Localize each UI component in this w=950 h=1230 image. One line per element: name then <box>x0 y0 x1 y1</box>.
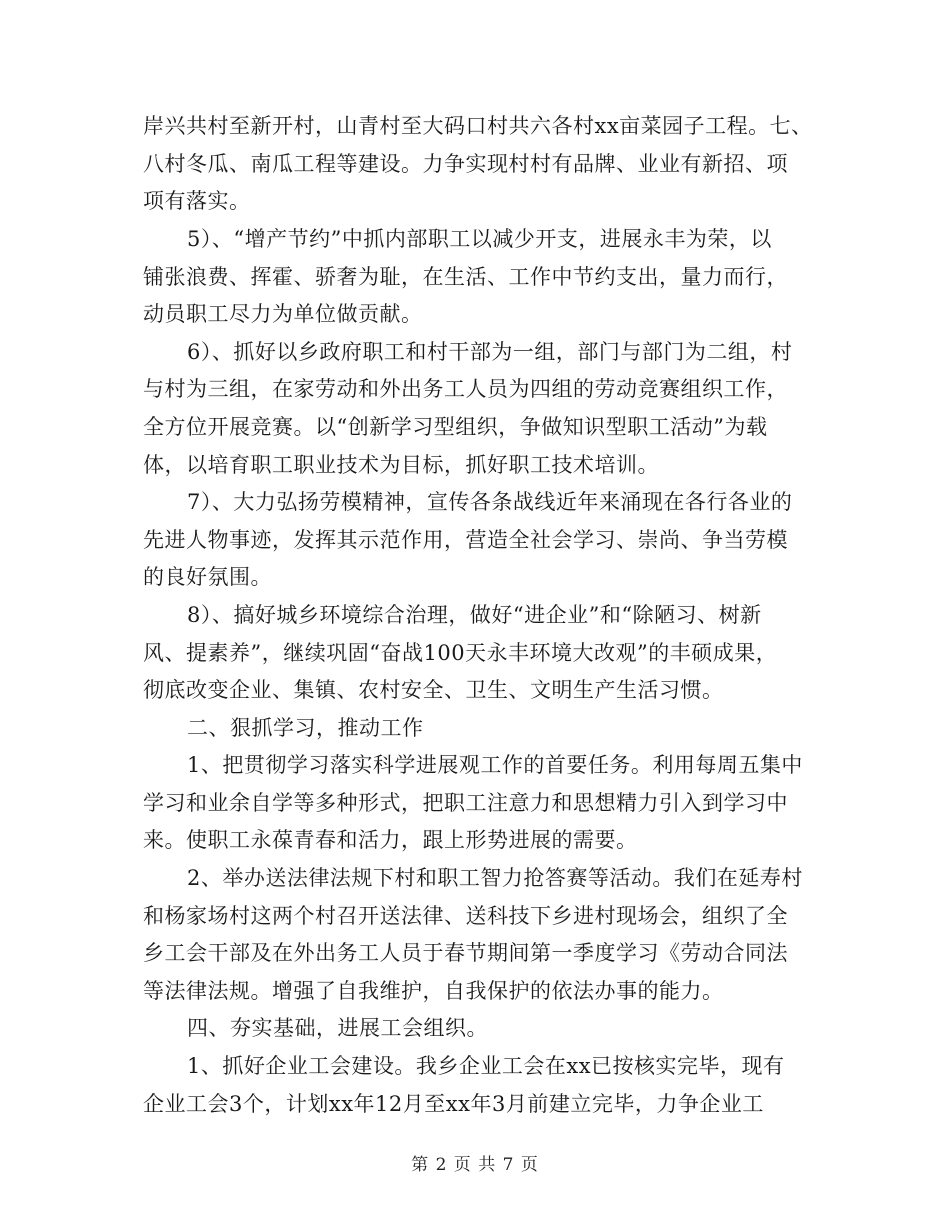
paragraph-start-line: 6）、抓好以乡政府职工和村干部为一组，部门与部门为二组，村 <box>187 340 793 364</box>
paragraph-start-line: 8）、搞好城乡环境综合治理，做好“进企业”和“除陋习、树新 <box>187 603 762 627</box>
text-line: 与村为三组，在家劳动和外出务工人员为四组的劳动竞赛组织工作， <box>143 377 788 401</box>
text-line: 来。使职工永葆青春和活力，跟上形势进展的需要。 <box>143 828 638 852</box>
paragraph-start-line: 7）、大力弘扬劳模精神，宣传各条战线近年来涌现在各行各业的 <box>187 490 793 514</box>
section-heading: 四、夯实基础，进展工会组织。 <box>187 1016 488 1040</box>
text-line: 动员职工尽力为单位做贡献。 <box>143 302 423 326</box>
text-line: 铺张浪费、挥霍、骄奢为耻，在生活、工作中节约支出，量力而行， <box>143 265 788 289</box>
text-line: 等法律法规。增强了自我维护，自我保护的依法办事的能力。 <box>143 979 724 1003</box>
text-line: 乡工会干部及在外出务工人员于春节期间第一季度学习《劳动合同法 <box>143 941 788 965</box>
text-line: 彻底改变企业、集镇、农村安全、卫生、文明生产生活习惯。 <box>143 678 724 702</box>
section-heading: 二、狠抓学习，推动工作 <box>187 716 424 740</box>
paragraph-start-line: 1、把贯彻学习落实科学进展观工作的首要任务。利用每周五集中 <box>187 753 803 777</box>
text-line: 岸兴共村至新开村，山青村至大码口村共六各村xx亩菜园子工程。七、 <box>143 114 813 138</box>
text-line: 企业工会3个，计划xx年12月至xx年3月前建立完毕，力争企业工 <box>143 1092 764 1116</box>
text-line: 学习和业余自学等多种形式，把职工注意力和思想精力引入到学习中 <box>143 791 788 815</box>
text-line: 先进人物事迹，发挥其示范作用，营造全社会学习、崇尚、争当劳模 <box>143 528 788 552</box>
text-line: 八村冬瓜、南瓜工程等建设。力争实现村村有品牌、业业有新招、项 <box>143 152 788 176</box>
text-line: 风、提素养”，继续巩固“奋战100天永丰环境大改观”的丰硕成果， <box>143 641 778 665</box>
paragraph-start-line: 1、抓好企业工会建设。我乡企业工会在xx已按核实完毕，现有 <box>187 1054 785 1078</box>
text-line: 项有落实。 <box>143 189 251 213</box>
page-number-footer: 第 2 页 共 7 页 <box>411 1155 539 1175</box>
text-line: 的良好氛围。 <box>143 565 272 589</box>
text-line: 全方位开展竞赛。以“创新学习型组织，争做知识型职工活动”为载 <box>143 415 768 439</box>
text-line: 体，以培育职工职业技术为目标，抓好职工技术培训。 <box>143 453 659 477</box>
paragraph-start-line: 5）、“增产节约”中抓内部职工以减少开支，进展永丰为荣，以 <box>187 227 772 251</box>
paragraph-start-line: 2、举办送法律法规下村和职工智力抢答赛等活动。我们在延寿村 <box>187 866 803 890</box>
text-line: 和杨家场村这两个村召开送法律、送科技下乡进村现场会，组织了全 <box>143 904 788 928</box>
